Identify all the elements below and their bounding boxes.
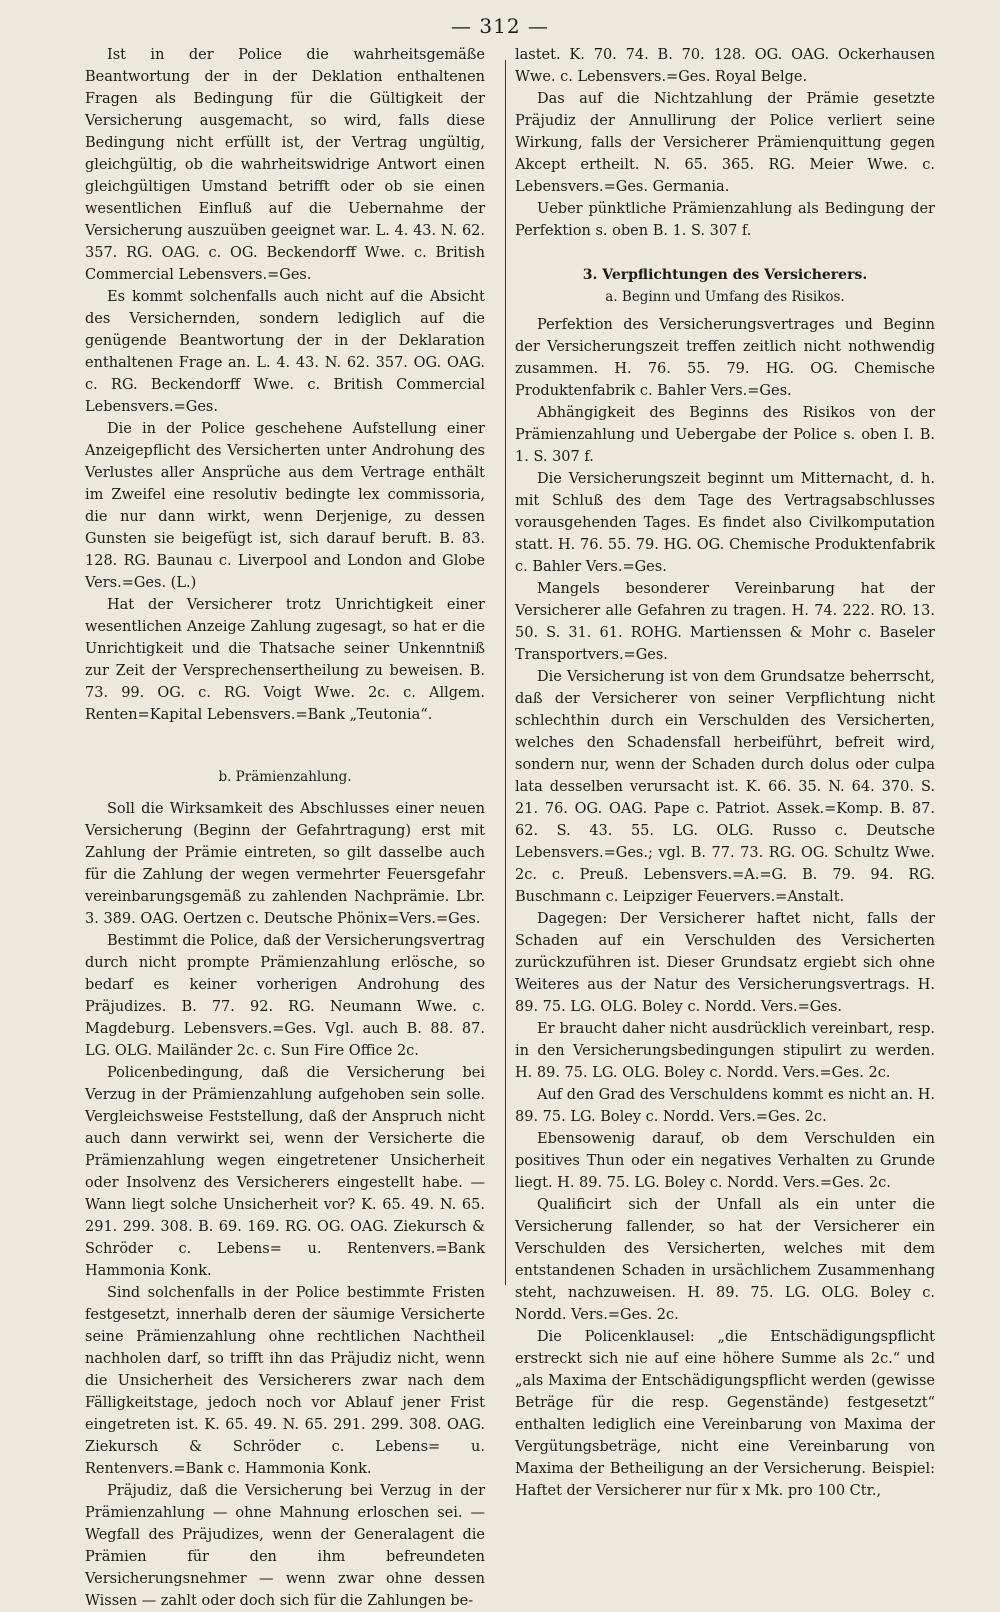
paragraph: Qualificirt sich der Unfall als ein unter die Versicherung fallender, so hat der Versicherer ein Verschulden des Versicherten, welches mit dem entstandenen Schaden in ursächlichem Zusammenhang steht, nachzuweisen. H. 89. 75. LG. OLG. Boley c. Nordd. Vers.=Ges. 2c. [515, 1197, 935, 1323]
paragraph: Die Policenklausel: „die Entschädigungspflicht erstreckt sich nie auf eine höhere Summe als 2c.“ und „als Maxima der Entschädigungspflicht werden (gewisse Beträge für die resp. Gegenstände) festgesetzt“ enthalten lediglich eine Vereinbarung von Maxima der Vergütungsbeträge, nicht eine Vereinbarung von Maxima der Betheiligung an der Versicherung. Beispiel: Haftet der Versicherer nur für x Mk. pro 100 Ctr., [515, 1329, 935, 1499]
paragraph: Es kommt solchenfalls auch nicht auf die Absicht des Versichernden, sondern lediglich auf die genügende Beantwortung der in der Deklaration enthaltenen Frage an. L. 4. 43. N. 62. 357. OG. OAG. c. RG. Beckendorff Wwe. c. British Commercial Lebensvers.=Ges. [85, 289, 485, 415]
paragraph: Ist in der Police die wahrheitsgemäße Beantwortung der in der Deklation enthaltenen Fragen als Bedingung für die Gültigkeit der Versicherung ausgemacht, so wird, falls diese Bedingung nicht erfüllt ist, der Vertrag ungültig, gleichgültig, ob die wahrheitswidrige Antwort einen gleichgültigen Umstand betrifft oder ob sie einen wesentlichen Einfluß auf die Uebernahme der Versicherung auszuüben geeignet war. L. 4. 43. N. 62. 357. RG. OAG. c. OG. Beckendorff Wwe. c. British Commercial Lebensvers.=Ges. [85, 47, 485, 283]
paragraph: Präjudiz, daß die Versicherung bei Verzug in der Prämienzahlung — ohne Mahnung erloschen sei. — Wegfall des Präjudizes, wenn der Generalagent die Prämien für den ihm befreundeten Versicherungsnehmer — wenn zwar ohne dessen Wissen — zahlt oder doch sich für die Zahlungen be- [85, 1483, 485, 1609]
paragraph: Er braucht daher nicht ausdrücklich vereinbart, resp. in den Versicherungsbedingungen stipulirt zu werden. H. 89. 75. LG. OLG. Boley c. Nordd. Vers.=Ges. 2c. [515, 1021, 935, 1081]
left-column [85, 44, 485, 1609]
subsection-heading: a. Beginn und Umfang des Risikos. [605, 289, 845, 305]
paragraph: Ueber pünktliche Prämienzahlung als Bedingung der Perfektion s. oben B. 1. S. 307 f. [515, 201, 935, 239]
paragraph: Policenbedingung, daß die Versicherung bei Verzug in der Prämienzahlung aufgehoben sein solle. Vergleichsweise Feststellung, daß der Anspruch nicht auch dann verwirkt sei, wenn der Versicherte die Prämienzahlung wegen eingetretener Unsicherheit oder Insolvenz des Versicherers eingestellt habe. — Wann liegt solche Unsicherheit vor? K. 65. 49. N. 65. 291. 299. 308. B. 69. 169. RG. OG. OAG. Ziekursch & Schröder c. Lebens= u. Rentenvers.=Bank Hammonia Konk. [85, 1065, 485, 1279]
paragraph: lastet. K. 70. 74. B. 70. 128. OG. OAG. Ockerhausen Wwe. c. Lebensvers.=Ges. Royal Belge. [515, 47, 935, 85]
paragraph: Soll die Wirksamkeit des Abschlusses einer neuen Versicherung (Beginn der Gefahrtragung) erst mit Zahlung der Prämie eintreten, so gilt dasselbe auch für die Zahlung der wegen vermehrter Feuersgefahr vereinbarungsgemäß zu zahlenden Nachprämie. Lbr. 3. 389. OAG. Oertzen c. Deutsche Phönix=Vers.=Ges. [85, 801, 485, 927]
paragraph: Die Versicherungszeit beginnt um Mitternacht, d. h. mit Schluß des dem Tage des Vertragsabschlusses vorausgehenden Tages. Es findet also Civilkomputation statt. H. 76. 55. 79. HG. OG. Chemische Produktenfabrik c. Bahler Vers.=Ges. [515, 471, 935, 575]
paragraph: Mangels besonderer Vereinbarung hat der Versicherer alle Gefahren zu tragen. H. 74. 222. RO. 13. 50. S. 31. 61. ROHG. Martienssen & Mohr c. Baseler Transportvers.=Ges. [515, 581, 935, 663]
page-number: — 312 — [451, 14, 549, 38]
paragraph: Die Versicherung ist von dem Grundsatze beherrscht, daß der Versicherer von seiner Verpflichtung nicht schlechthin durch ein Verschulden des Versicherten, welches den Schadensfall herbeiführt, befreit wird, sondern nur, wenn der Schaden durch dolus oder culpa lata desselben verursacht ist. K. 66. 35. N. 64. 370. S. 21. 76. OG. OAG. Pape c. Patriot. Assek.=Komp. B. 87. 62. S. 43. 55. LG. OLG. Russo c. Deutsche Lebensvers.=Ges.; vgl. B. 77. 73. RG. OG. Schultz Wwe. 2c. c. Preuß. Lebensvers.=A.=G. B. 79. 94. RG. Buschmann c. Leipziger Feuervers.=Anstalt. [515, 669, 935, 905]
paragraph: Das auf die Nichtzahlung der Prämie gesetzte Präjudiz der Annullirung der Police verliert seine Wirkung, falls der Versicherer Prämienquittung gegen Akcept ertheilt. N. 65. 365. RG. Meier Wwe. c. Lebensvers.=Ges. Germania. [515, 91, 935, 195]
column-divider [505, 60, 506, 1285]
paragraph: Dagegen: Der Versicherer haftet nicht, falls der Schaden auf ein Verschulden des Versicherten zurückzuführen ist. Dieser Grundsatz ergiebt sich ohne Weiteres aus der Natur des Versicherungsvertrags. H. 89. 75. LG. OLG. Boley c. Nordd. Vers.=Ges. [515, 911, 935, 1015]
right-column [515, 44, 935, 1499]
paragraph: Auf den Grad des Verschuldens kommt es nicht an. H. 89. 75. LG. Boley c. Nordd. Vers.=Ges. 2c. [515, 1087, 935, 1125]
paragraph: Ebensowenig darauf, ob dem Verschulden ein positives Thun oder ein negatives Verhalten zu Grunde liegt. H. 89. 75. LG. Boley c. Nordd. Vers.=Ges. 2c. [515, 1131, 935, 1191]
paragraph: Hat der Versicherer trotz Unrichtigkeit einer wesentlichen Anzeige Zahlung zugesagt, so hat er die Unrichtigkeit und die Thatsache seiner Unkenntniß zur Zeit der Versprechensertheilung zu beweisen. B. 73. 99. OG. c. RG. Voigt Wwe. 2c. c. Allgem. Renten=Kapital Lebensvers.=Bank „Teutonia“. [85, 597, 485, 723]
subsection-heading: b. Prämienzahlung. [218, 769, 352, 785]
paragraph: Abhängigkeit des Beginns des Risikos von der Prämienzahlung und Uebergabe der Police s. oben I. B. 1. S. 307 f. [515, 405, 935, 465]
paragraph: Perfektion des Versicherungsvertrages und Beginn der Versicherungszeit treffen zeitlich nicht nothwendig zusammen. H. 76. 55. 79. HG. OG. Chemische Produktenfabrik c. Bahler Vers.=Ges. [515, 317, 935, 399]
section-heading: 3. Verpflichtungen des Versicherers. [582, 267, 868, 283]
paragraph: Die in der Police geschehene Aufstellung einer Anzeigepflicht des Versicherten unter Androhung des Verlustes aller Ansprüche aus dem Vertrage enthält im Zweifel eine resolutiv bedingte lex commissoria, die nur dann wirkt, wenn Derjenige, zu dessen Gunsten sie beigefügt ist, sich darauf beruft. B. 83. 128. RG. Baunau c. Liverpool and London and Globe Vers.=Ges. (L.) [85, 421, 485, 591]
paragraph: Bestimmt die Police, daß der Versicherungsvertrag durch nicht prompte Prämienzahlung erlösche, so bedarf es keiner vorherigen Androhung des Präjudizes. B. 77. 92. RG. Neumann Wwe. c. Magdeburg. Lebensvers.=Ges. Vgl. auch B. 88. 87. LG. OLG. Mailänder 2c. c. Sun Fire Office 2c. [85, 933, 485, 1059]
paragraph: Sind solchenfalls in der Police bestimmte Fristen festgesetzt, innerhalb deren der säumige Versicherte seine Prämienzahlung ohne rechtlichen Nachtheil nachholen darf, so trifft ihn das Präjudiz nicht, wenn die Unsicherheit des Versicherers zwar nach dem Fälligkeitstage, jedoch noch vor Ablauf jener Frist eingetreten ist. K. 65. 49. N. 65. 291. 299. 308. OAG. Ziekursch & Schröder c. Lebens= u. Rentenvers.=Bank c. Hammonia Konk. [85, 1285, 485, 1477]
